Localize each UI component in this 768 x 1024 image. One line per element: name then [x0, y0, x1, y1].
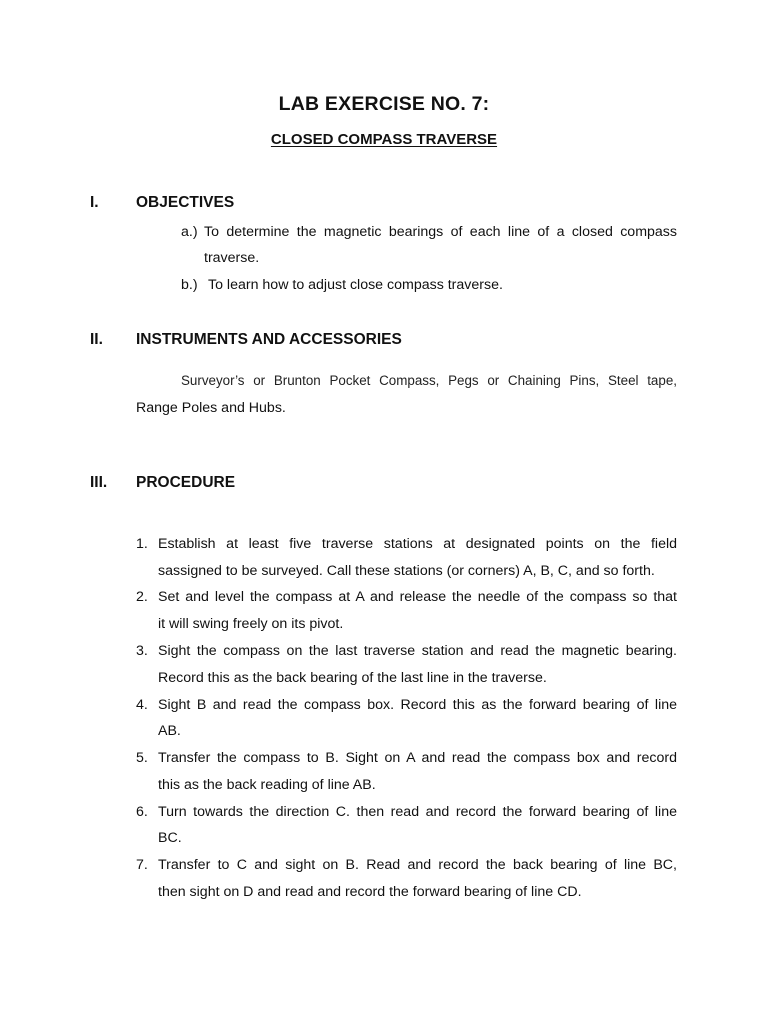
- step-1-line-2: sassigned to be surveyed. Call these stations (or corners) A, B, C, and so forth.: [158, 563, 655, 579]
- step-4-line-2: AB.: [158, 723, 181, 739]
- step-number-7: 7.: [136, 857, 148, 873]
- section-number-instruments: II.: [90, 331, 103, 348]
- step-7-line-1: Transfer to C and sight on B. Read and record the back bearing of line BC,: [158, 857, 677, 873]
- instruments-line-1: Surveyor’s or Brunton Pocket Compass, Pegs or Chaining Pins, Steel tape,: [181, 373, 677, 388]
- step-6-line-1: Turn towards the direction C. then read and record the forward bearing of line: [158, 804, 677, 820]
- section-heading-objectives: OBJECTIVES: [136, 194, 235, 211]
- section-number-objectives: I.: [90, 194, 99, 211]
- step-6-line-2: BC.: [158, 830, 182, 846]
- objective-b-line-1: To learn how to adjust close compass traverse.: [208, 277, 503, 293]
- objective-marker-b: b.): [181, 277, 198, 293]
- page-subtitle: CLOSED COMPASS TRAVERSE: [270, 131, 498, 148]
- step-1-line-1: Establish at least five traverse stations at designated points on the field: [158, 536, 677, 552]
- step-7-line-2: then sight on D and read and record the forward bearing of line CD.: [158, 884, 582, 900]
- step-3-line-2: Record this as the back bearing of the last line in the traverse.: [158, 670, 547, 686]
- step-number-5: 5.: [136, 750, 148, 766]
- step-number-3: 3.: [136, 643, 148, 659]
- step-2-line-2: it will swing freely on its pivot.: [158, 616, 344, 632]
- step-4-line-1: Sight B and read the compass box. Record this as the forward bearing of line: [158, 697, 677, 713]
- page-title: LAB EXERCISE NO. 7:: [278, 93, 490, 115]
- step-number-1: 1.: [136, 536, 148, 552]
- section-heading-instruments: INSTRUMENTS AND ACCESSORIES: [136, 331, 402, 348]
- objective-a-line-2: traverse.: [204, 250, 260, 266]
- step-2-line-1: Set and level the compass at A and release the needle of the compass so that: [158, 589, 677, 605]
- objective-a-line-1: To determine the magnetic bearings of each line of a closed compass: [204, 224, 677, 240]
- step-number-6: 6.: [136, 804, 148, 820]
- section-number-procedure: III.: [90, 474, 108, 491]
- step-number-4: 4.: [136, 697, 148, 713]
- step-number-2: 2.: [136, 589, 148, 605]
- objective-marker-a: a.): [181, 224, 198, 240]
- step-5-line-1: Transfer the compass to B. Sight on A and read the compass box and record: [158, 750, 677, 766]
- instruments-line-2: Range Poles and Hubs.: [136, 400, 286, 416]
- step-3-line-1: Sight the compass on the last traverse station and read the magnetic bearing.: [158, 643, 677, 659]
- step-5-line-2: this as the back reading of line AB.: [158, 777, 376, 793]
- section-heading-procedure: PROCEDURE: [136, 474, 236, 491]
